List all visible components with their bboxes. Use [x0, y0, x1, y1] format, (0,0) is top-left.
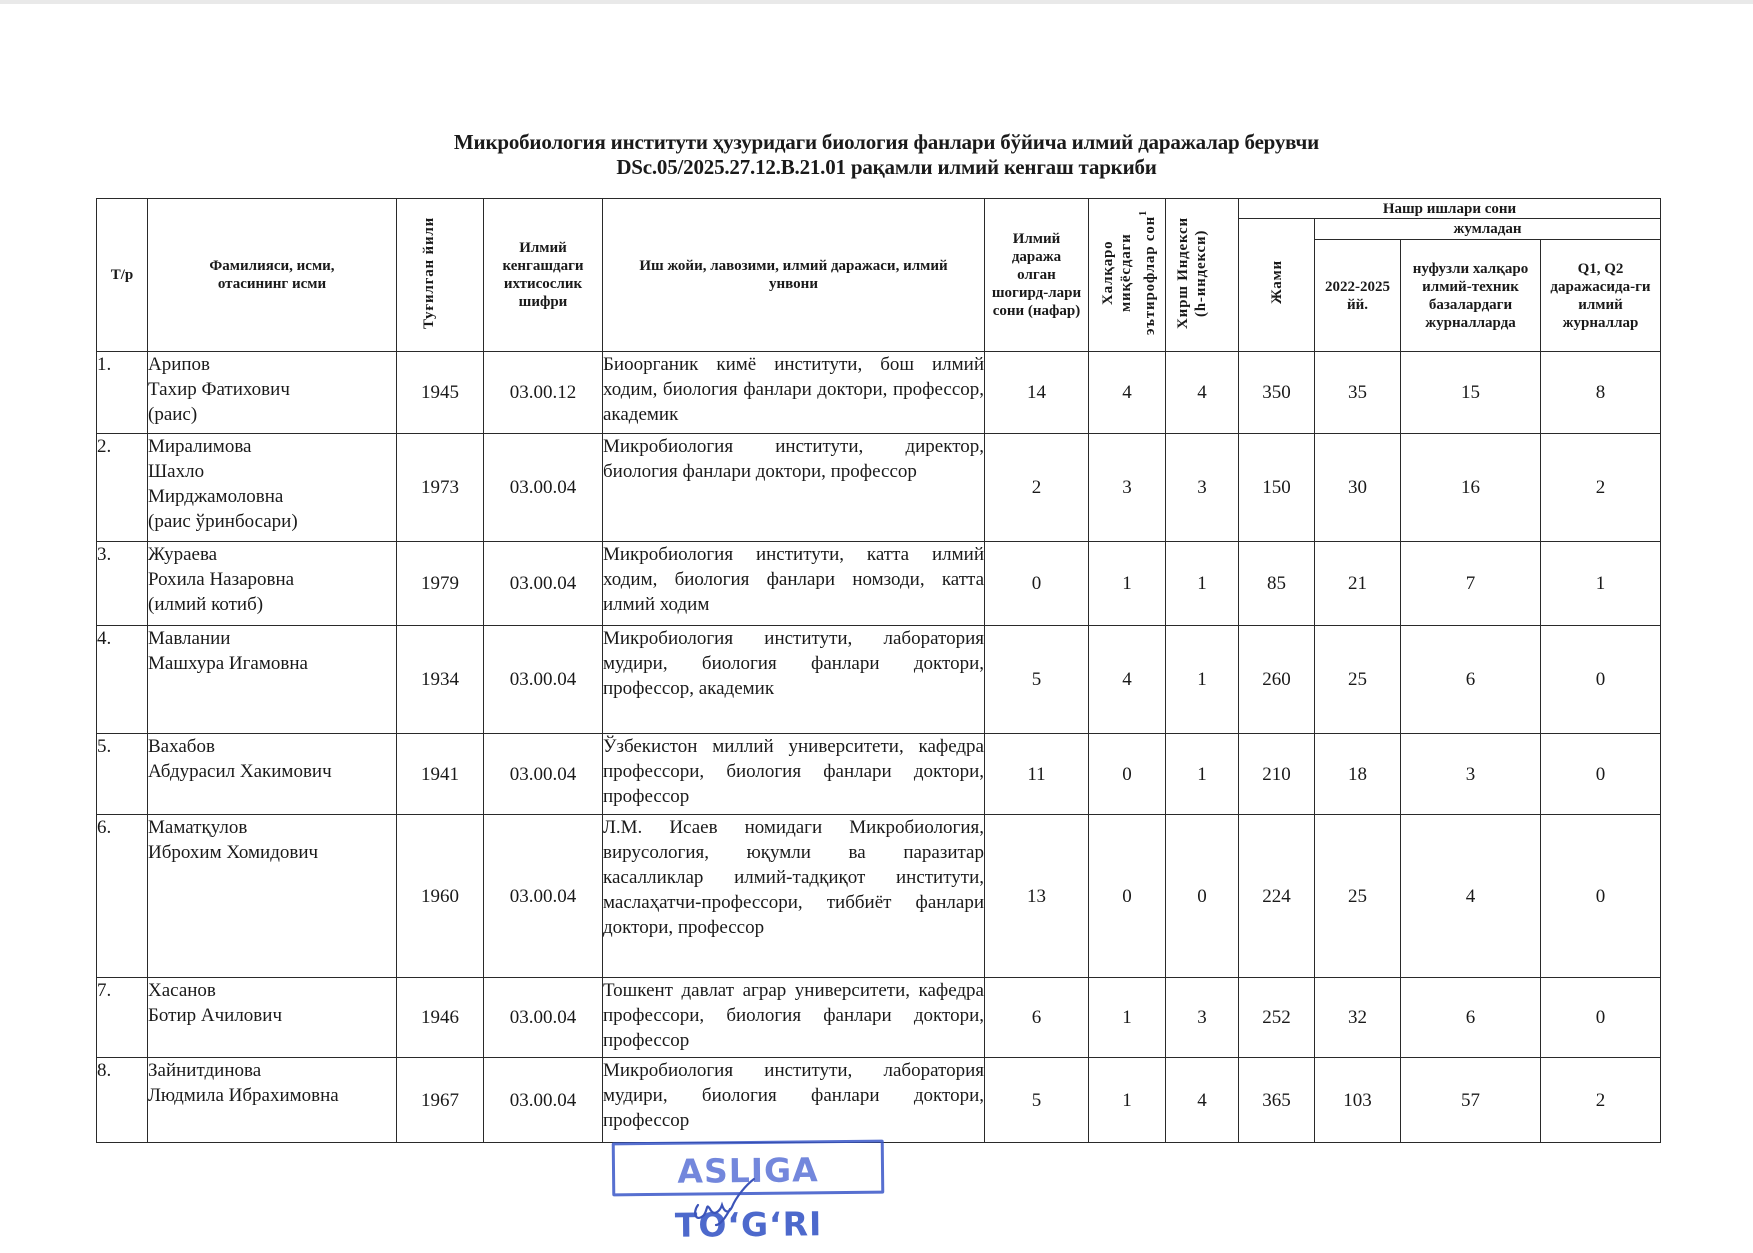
students-count: 5 [985, 1058, 1089, 1143]
header-workplace: Иш жойи, лавозими, илмий даражаси, илмий унвони [603, 199, 985, 352]
hirsch-index: 1 [1166, 626, 1239, 734]
row-index: 1. [97, 352, 148, 434]
document-title-line2: DSc.05/2025.27.12.B.21.01 рақамли илмий кенгаш таркиби [616, 155, 1157, 179]
row-index: 2. [97, 434, 148, 542]
specialty-code: 03.00.04 [484, 1058, 603, 1143]
birth-year: 1945 [397, 352, 484, 434]
birth-year: 1941 [397, 734, 484, 815]
header-including: жумладан [1315, 219, 1661, 240]
workplace: Л.М. Исаев номидаги Микробиология, вирусология, юқумли ва паразитар касалликлар илмий-тадқиқот институти, маслаҳатчи-профессори, тиббиёт фанлари доктори, профессор [603, 815, 985, 978]
publications-prestigious: 3 [1401, 734, 1541, 815]
hirsch-index: 4 [1166, 1058, 1239, 1143]
birth-year: 1973 [397, 434, 484, 542]
row-index: 3. [97, 542, 148, 626]
header-prestigious-journals: нуфузли халқаро илмий-техник базалардаги журналларда [1401, 240, 1541, 352]
specialty-code: 03.00.04 [484, 815, 603, 978]
publications-q1q2: 0 [1541, 815, 1661, 978]
recognition-count: 0 [1089, 734, 1166, 815]
publications-q1q2: 0 [1541, 626, 1661, 734]
publications-total: 85 [1239, 542, 1315, 626]
specialty-code: 03.00.04 [484, 978, 603, 1058]
students-count: 0 [985, 542, 1089, 626]
publications-q1q2: 8 [1541, 352, 1661, 434]
table-row [97, 352, 1661, 434]
row-index: 5. [97, 734, 148, 815]
row-index: 7. [97, 978, 148, 1058]
recognition-count: 0 [1089, 815, 1166, 978]
birth-year: 1960 [397, 815, 484, 978]
publications-q1q2: 2 [1541, 434, 1661, 542]
publications-total: 350 [1239, 352, 1315, 434]
publications-prestigious: 6 [1401, 978, 1541, 1058]
birth-year: 1979 [397, 542, 484, 626]
publications-prestigious: 7 [1401, 542, 1541, 626]
member-name: Зайнитдинова Людмила Ибрахимовна [148, 1058, 397, 1143]
hirsch-index: 1 [1166, 542, 1239, 626]
table-row [97, 626, 1661, 734]
publications-total: 260 [1239, 626, 1315, 734]
header-birth-year: Туғилган йили [397, 199, 484, 352]
publications-q1q2: 1 [1541, 542, 1661, 626]
hirsch-index: 3 [1166, 978, 1239, 1058]
row-index: 8. [97, 1058, 148, 1143]
specialty-code: 03.00.04 [484, 626, 603, 734]
recognition-count: 1 [1089, 978, 1166, 1058]
specialty-code: 03.00.04 [484, 434, 603, 542]
header-hirsch-index: Хирш Индекси (h-индекси) [1166, 199, 1239, 352]
header-students: Илмий даража олган шогирд-лари сони (нафар) [985, 199, 1089, 352]
publications-2022-2025: 35 [1315, 352, 1401, 434]
publications-2022-2025: 30 [1315, 434, 1401, 542]
publications-prestigious: 6 [1401, 626, 1541, 734]
header-international-recognition: Халқаро миқёсдаги эътирофлар сон$^1$ [1089, 199, 1166, 352]
table-row [97, 1058, 1661, 1143]
member-name: Миралимова Шахло Мирджамоловна (раис ўринбосари) [148, 434, 397, 542]
students-count: 13 [985, 815, 1089, 978]
header-years-2022-2025: 2022-2025 йй. [1315, 240, 1401, 352]
publications-total: 150 [1239, 434, 1315, 542]
students-count: 11 [985, 734, 1089, 815]
workplace: Микробиология институти, директор, биология фанлари доктори, профессор [603, 434, 985, 542]
workplace: Ўзбекистон миллий университети, кафедра профессори, биология фанлари доктори, профессор [603, 734, 985, 815]
publications-total: 210 [1239, 734, 1315, 815]
recognition-count: 3 [1089, 434, 1166, 542]
row-index: 6. [97, 815, 148, 978]
table-row [97, 978, 1661, 1058]
students-count: 5 [985, 626, 1089, 734]
page-top-edge [0, 0, 1753, 4]
publications-total: 365 [1239, 1058, 1315, 1143]
header-total: Жами [1239, 219, 1315, 352]
publications-prestigious: 57 [1401, 1058, 1541, 1143]
specialty-code: 03.00.04 [484, 734, 603, 815]
students-count: 6 [985, 978, 1089, 1058]
header-q1-q2-journals: Q1, Q2 даражасида-ги илмий журналлар [1541, 240, 1661, 352]
birth-year: 1946 [397, 978, 484, 1058]
member-name: Мавлании Машхура Игамовна [148, 626, 397, 734]
publications-q1q2: 0 [1541, 734, 1661, 815]
member-name: Вахабов Абдурасил Хакимович [148, 734, 397, 815]
hirsch-index: 4 [1166, 352, 1239, 434]
publications-2022-2025: 32 [1315, 978, 1401, 1058]
certification-stamp: ASLIGA TO‘G‘RI [612, 1140, 885, 1197]
council-members-table [96, 198, 1661, 1143]
birth-year: 1934 [397, 626, 484, 734]
birth-year: 1967 [397, 1058, 484, 1143]
hirsch-index: 1 [1166, 734, 1239, 815]
workplace: Микробиология институти, катта илмий ходим, биология фанлари номзоди, катта илмий ходим [603, 542, 985, 626]
member-name: Маматқулов Иброхим Хомидович [148, 815, 397, 978]
publications-q1q2: 2 [1541, 1058, 1661, 1143]
specialty-code: 03.00.12 [484, 352, 603, 434]
hirsch-index: 3 [1166, 434, 1239, 542]
member-name: Хасанов Ботир Ачилович [148, 978, 397, 1058]
header-name: Фамилияси, исми, отасининг исми [148, 199, 397, 352]
publications-q1q2: 0 [1541, 978, 1661, 1058]
students-count: 2 [985, 434, 1089, 542]
students-count: 14 [985, 352, 1089, 434]
workplace: Тошкент давлат аграр университети, кафедра профессори, биология фанлари доктори, профессор [603, 978, 985, 1058]
publications-prestigious: 15 [1401, 352, 1541, 434]
publications-2022-2025: 21 [1315, 542, 1401, 626]
specialty-code: 03.00.04 [484, 542, 603, 626]
table-row [97, 815, 1661, 978]
publications-prestigious: 16 [1401, 434, 1541, 542]
workplace: Микробиология институти, лаборатория мудири, биология фанлари доктори, профессор, академик [603, 626, 985, 734]
member-name: Арипов Тахир Фатихович (раис) [148, 352, 397, 434]
recognition-count: 1 [1089, 1058, 1166, 1143]
publications-total: 252 [1239, 978, 1315, 1058]
member-name: Жураева Рохила Назаровна (илмий котиб) [148, 542, 397, 626]
header-specialty-code: Илмий кенгашдаги ихтисослик шифри [484, 199, 603, 352]
row-index: 4. [97, 626, 148, 734]
publications-prestigious: 4 [1401, 815, 1541, 978]
table-row [97, 542, 1661, 626]
publications-2022-2025: 103 [1315, 1058, 1401, 1143]
workplace: Биоорганик кимё институти, бош илмий ходим, биология фанлари доктори, профессор, академик [603, 352, 985, 434]
publications-2022-2025: 25 [1315, 626, 1401, 734]
publications-2022-2025: 18 [1315, 734, 1401, 815]
header-index: Т/р [97, 199, 148, 352]
workplace: Микробиология институти, лаборатория мудири, биология фанлари доктори, профессор [603, 1058, 985, 1143]
recognition-count: 4 [1089, 352, 1166, 434]
table-row [97, 434, 1661, 542]
header-publications-group: Нашр ишлари сони [1239, 199, 1661, 219]
publications-2022-2025: 25 [1315, 815, 1401, 978]
recognition-count: 1 [1089, 542, 1166, 626]
signature-icon [690, 1175, 760, 1227]
recognition-count: 4 [1089, 626, 1166, 734]
publications-total: 224 [1239, 815, 1315, 978]
hirsch-index: 0 [1166, 815, 1239, 978]
table-row [97, 734, 1661, 815]
document-title-line1: Микробиология институти ҳузуридаги биология фанлари бўйича илмий даражалар берувчи [453, 130, 1320, 154]
